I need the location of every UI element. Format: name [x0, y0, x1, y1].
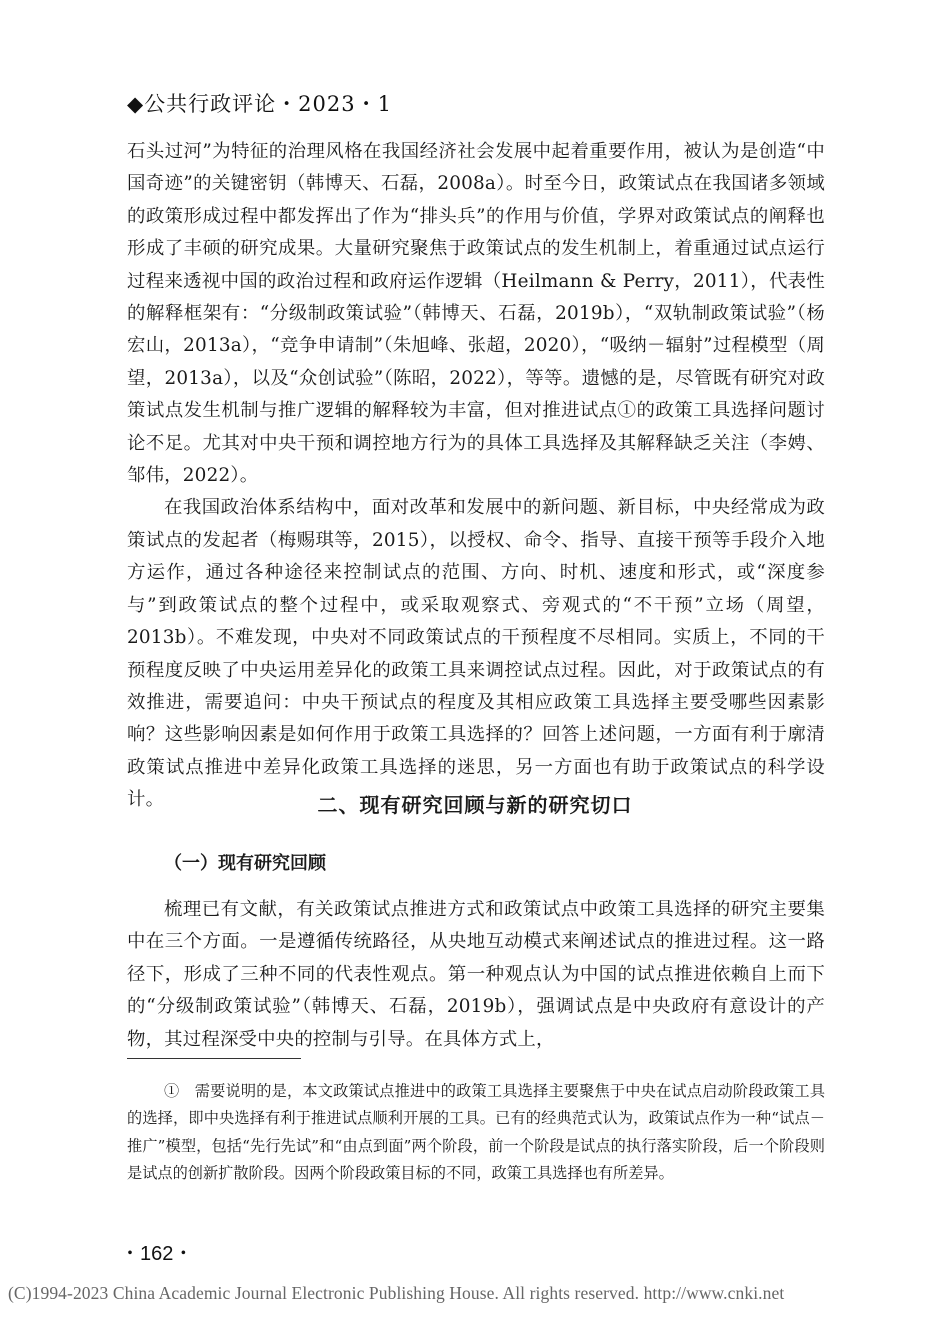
subsection-heading: （一）现有研究回顾	[164, 853, 326, 874]
running-header: ◆公共行政评论・2023・1	[127, 92, 392, 116]
body-text-block-1	[127, 136, 825, 817]
copyright-notice: (C)1994-2023 China Academic Journal Electronic Publishing House. All rights reserved. http://www.cnki.net	[8, 1283, 785, 1303]
section-heading: 二、现有研究回顾与新的研究切口	[317, 793, 633, 817]
paragraph: 在我国政治体系结构中，面对改革和发展中的新问题、新目标，中央经常成为政策试点的发起者（梅赐琪等，2015），以授权、命令、指导、直接干预等手段介入地方运作，通过各种途径来控制试点的范围、方向、时机、速度和形式，或“深度参与”到政策试点的整个过程中，或采取观察式、旁观式的“不干预”立场（周望，2013b）。不难发现，中央对不同政策试点的干预程度不尽相同。实质上，不同的干预程度反映了中央运用差异化的政策工具来调控试点过程。因此，对于政策试点的有效推进，需要追问：中央干预试点的程度及其相应政策工具选择主要受哪些因素影响？这些影响因素是如何作用于政策工具选择的？回答上述问题，一方面有利于廓清政策试点推进中差异化政策工具选择的迷思，另一方面也有助于政策试点的科学设计。	[127, 497, 825, 811]
body-text-block-2	[127, 894, 825, 1056]
paragraph: 梳理已有文献，有关政策试点推进方式和政策试点中政策工具选择的研究主要集中在三个方面。一是遵循传统路径，从央地互动模式来阐述试点的推进过程。这一路径下，形成了三种不同的代表性观点。第一种观点认为中国的试点推进依赖自上而下的“分级制政策试验”（韩博天、石磊，2019b），强调试点是中央政府有意设计的产物，其过程深受中央的控制与引导。在具体方式上，	[127, 899, 825, 1050]
footnote-divider	[127, 1058, 301, 1059]
footnote: ① 需要说明的是，本文政策试点推进中的政策工具选择主要聚焦于中央在试点启动阶段政策工具的选择，即中央选择有利于推进试点顺利开展的工具。已有的经典范式认为，政策试点作为一种“试点－推广”模型，包括“先行先试”和“由点到面”两个阶段，前一个阶段是试点的执行落实阶段，后一个阶段则是试点的创新扩散阶段。因两个阶段政策目标的不同，政策工具选择也有所差异。	[127, 1082, 825, 1183]
paragraph-continued: 石头过河”为特征的治理风格在我国经济社会发展中起着重要作用，被认为是创造“中国奇迹”的关键密钥（韩博天、石磊，2008a）。时至今日，政策试点在我国诸多领域的政策形成过程中都发挥出了作为“排头兵”的作用与价值，学界对政策试点的阐释也形成了丰硕的研究成果。大量研究聚焦于政策试点的发生机制上，着重通过试点运行过程来透视中国的政治过程和政府运作逻辑（Heilmann & Perry，2011），代表性的解释框架有：“分级制政策试验”（韩博天、石磊，2019b），“双轨制政策试验”（杨宏山，2013a），“竞争申请制”（朱旭峰、张超，2020），“吸纳－辐射”过程模型（周望，2013a），以及“众创试验”（陈昭，2022），等等。遗憾的是，尽管既有研究对政策试点发生机制与推广逻辑的解释较为丰富，但对推进试点①的政策工具选择问题讨论不足。尤其对中央干预和调控地方行为的具体工具选择及其解释缺乏关注（李娉、邹伟，2022）。	[127, 141, 825, 487]
page-number: ・162・	[120, 1243, 194, 1265]
